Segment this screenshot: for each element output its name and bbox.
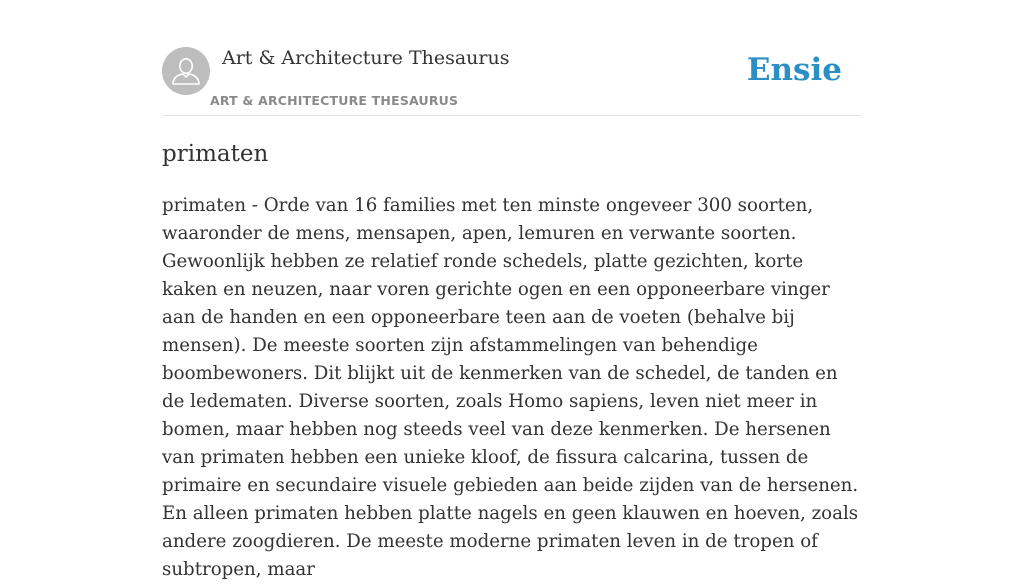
source-subtitle: ART & ARCHITECTURE THESAURUS <box>210 93 459 108</box>
source-title-link[interactable]: Art & Architecture Thesaurus <box>222 47 510 69</box>
source-header <box>162 46 862 116</box>
definition-text: primaten - Orde van 16 families met ten minste ongeveer 300 soorten, waaronder de mens, mensapen, apen, lemuren en verwante soorten. Gewoonlijk hebben ze relatief ronde schedels, platte gezichten, korte kaken en neuzen, naar voren gerichte ogen en een opponeerbare vinger aan de handen en een opponeerbare teen aan de voeten (behalve bij mensen). De meeste soorten zijn afstammelingen van behendige boombewoners. Dit blijkt uit de kenmerken van de schedel, de tanden en de ledematen. Diverse soorten, zoals Homo sapiens, leven niet meer in bomen, maar hebben nog steeds veel van deze kenmerken. De hersenen van primaten hebben een unieke kloof, de fissura calcarina, tussen de primaire en secundaire visuele gebieden aan beide zijden van de hersenen. En alleen primaten hebben platte nagels en geen klauwen en hoeven, zoals andere zoogdieren. De meeste moderne primaten leven in de tropen of subtropen, maar <box>162 195 859 580</box>
ensie-logo[interactable]: Ensie <box>746 52 842 88</box>
page-title: primaten <box>162 141 269 167</box>
user-placeholder-icon[interactable] <box>162 47 210 95</box>
